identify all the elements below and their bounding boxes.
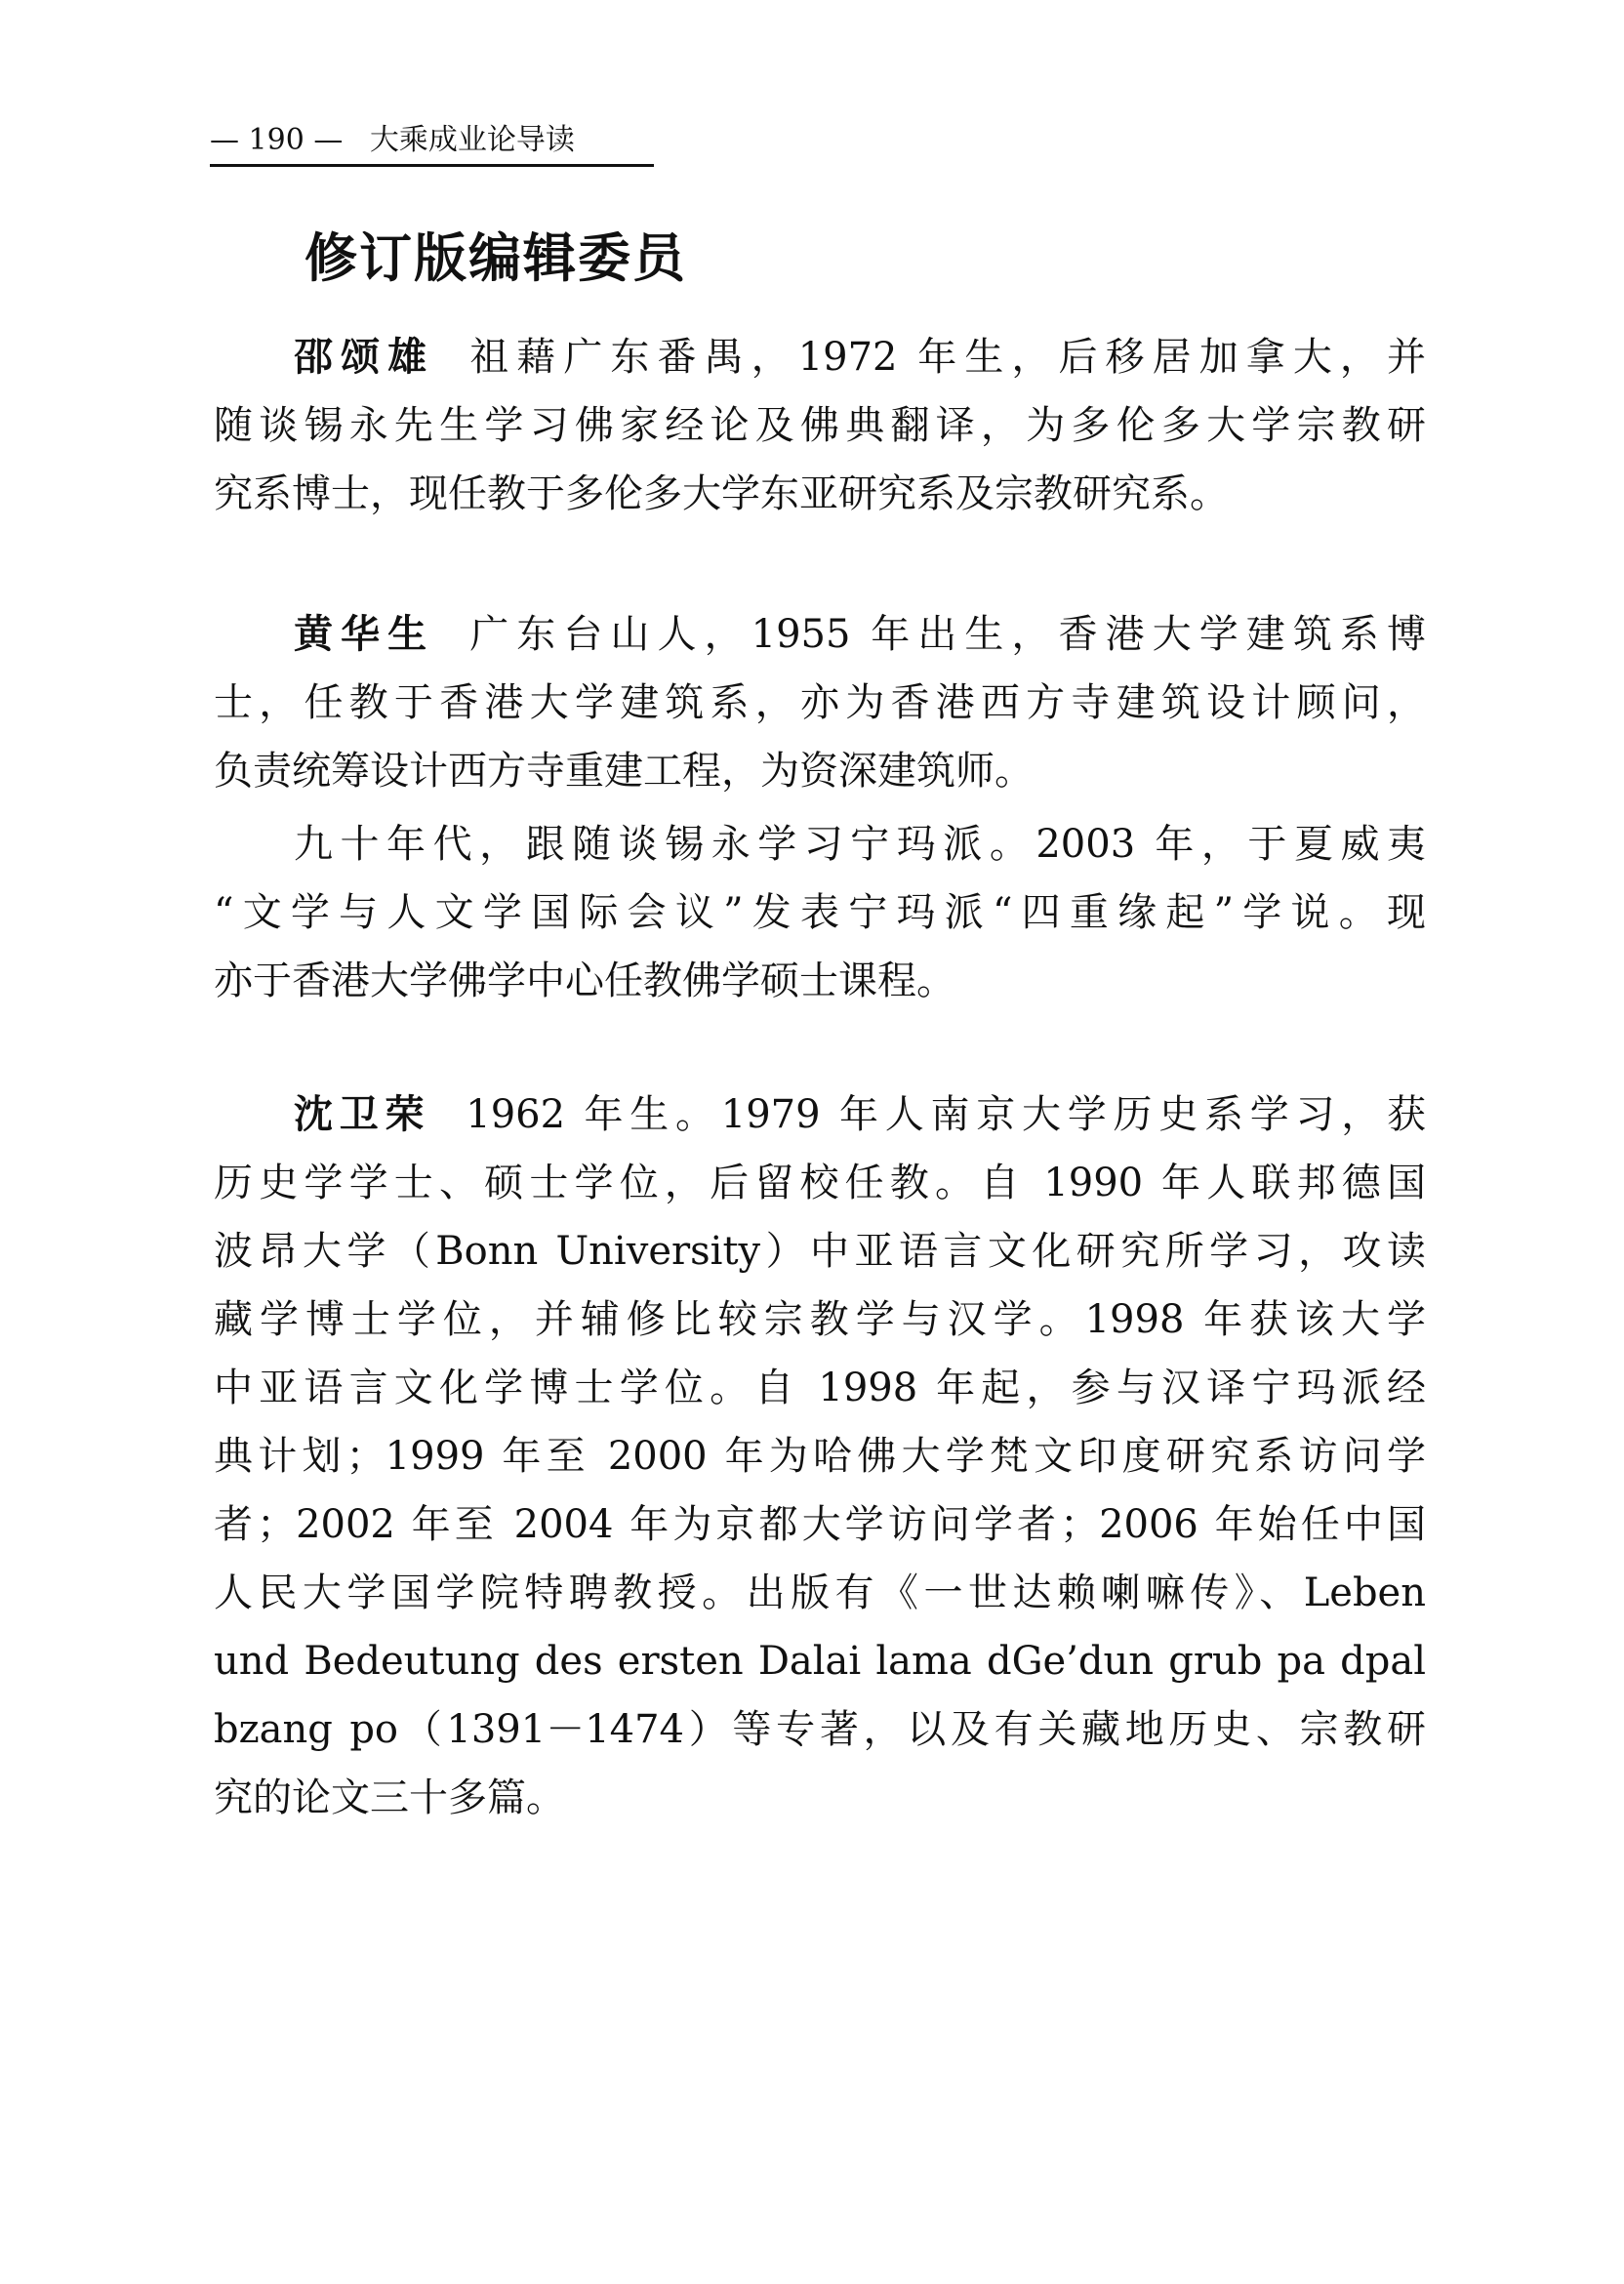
text-line: 者；2002 年至 2004 年为京都大学访问学者；2006 年始任中国 [214,1502,1426,1547]
person-name: 黄华生 [294,612,435,657]
line-text: 广东台山人，1955 年出生，香港大学建筑系博 [469,612,1427,657]
text-line: 负责统筹设计西方寺重建工程，为资深建筑师。 [214,749,1034,794]
text-line: und Bedeutung des ersten Dalai lama dGe’dun grub pa dpal [214,1639,1426,1684]
line-text: 1962 年生。1979 年人南京大学历史系学习，获 [466,1092,1426,1137]
text-line: 亦于香港大学佛学中心任教佛学硕士课程。 [214,958,955,1003]
text-line: 九十年代，跟随谈锡永学习宁玛派。2003 年，于夏威夷 [294,822,1426,867]
entry-huang-continuation [214,810,1426,1015]
text-line: 人民大学国学院特聘教授。出版有《一世达赖喇嘛传》、Leben [214,1570,1426,1615]
line-text: 祖藉广东番禺，1972 年生，后移居加拿大，并 [469,335,1427,380]
text-line: 藏学博士学位，并辅修比较宗教学与汉学。1998 年获该大学 [214,1297,1426,1342]
text-line: 究系博士，现任教于多伦多大学东亚研究系及宗教研究系。 [214,471,1229,516]
text-line: 中亚语言文化学博士学位。自 1998 年起，参与汉译宁玛派经 [214,1366,1426,1410]
page-number: — 190 — [210,123,344,157]
text-line: 随谈锡永先生学习佛家经论及佛典翻译，为多伦多大学宗教研 [214,403,1426,448]
section-title: 修订版编辑委员 [304,227,687,289]
text-line: 究的论文三十多篇。 [214,1775,565,1820]
running-header [210,119,654,167]
book-title: 大乘成业论导读 [369,123,575,157]
text-line: 波昂大学（Bonn University）中亚语言文化研究所学习，攻读 [214,1229,1426,1274]
entry-huang [214,600,1426,805]
entry-shao [214,323,1426,528]
person-name: 沈卫荣 [294,1092,431,1137]
person-name: 邵颂雄 [294,335,435,380]
entry-shen [214,1081,1426,1832]
text-line [214,323,1426,391]
text-line: 历史学学士、硕士学位，后留校任教。自 1990 年人联邦德国 [214,1161,1426,1205]
text-line: 士，任教于香港大学建筑系，亦为香港西方寺建筑设计顾问， [214,680,1426,725]
text-line [214,600,1426,669]
text-line: “文学与人文学国际会议”发表宁玛派“四重缘起”学说。现 [214,890,1426,935]
text-line [214,1081,1426,1149]
text-line: bzang po（1391－1474）等专著，以及有关藏地历史、宗教研 [214,1707,1426,1752]
text-line: 典计划；1999 年至 2000 年为哈佛大学梵文印度研究系访问学 [214,1434,1426,1479]
